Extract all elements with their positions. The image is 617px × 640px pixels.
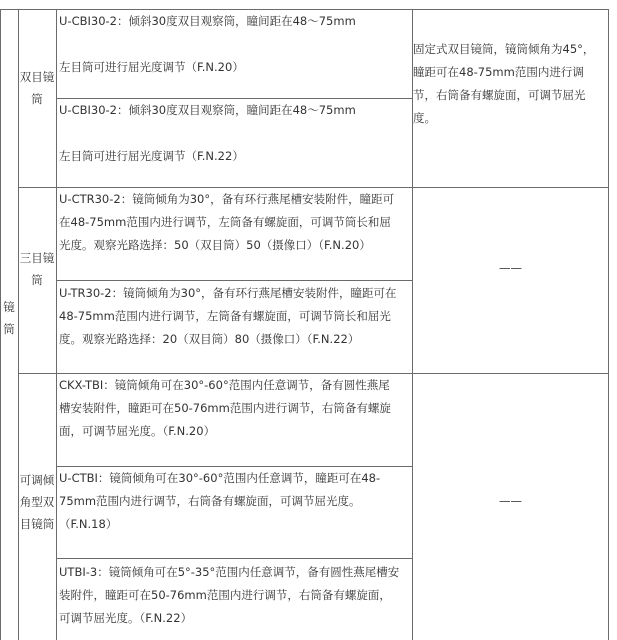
row-divider [56, 558, 412, 559]
table-border-right [608, 9, 609, 640]
column-divider [56, 9, 57, 640]
spec-item: U-CTBI：镜筒倾角可在30°-60°范围内任意调节，瞳距可在48- 75mm范围内进行调节，右筒备有螺旋面，可调节屈光度。 （F.N.18） [59, 471, 381, 531]
remark-cell: —— [499, 261, 522, 275]
section-category: 可调倾 角型双 目镜筒 [19, 473, 55, 531]
section-category: 双目镜 筒 [19, 70, 55, 106]
remark-cell: 固定式双目镜筒，镜筒倾角为45°， 瞳距可在48-75mm范围内进行调 节，右筒备有螺旋面，可调节屈光 度。 [413, 42, 595, 125]
spec-item: CKX-TBI：镜筒倾角可在30°-60°范围内任意调节，备有圆性燕尾 槽安装附件，瞳距可在50-76mm范围内进行调节，右筒备有螺旋 面，可调节屈光度。（F.N.20） [59, 378, 391, 438]
spec-item: U-CBI30-2：倾斜30度双目观察筒，瞳间距在48～75mm 左目筒可进行屈光度调节（F.N.22） [59, 103, 356, 163]
remark-cell: —— [499, 494, 522, 508]
spec-item: U-CBI30-2：倾斜30度双目观察筒，瞳间距在48～75mm 左目筒可进行屈光度调节（F.N.20） [59, 14, 356, 74]
spec-item: U-TR30-2：镜筒倾角为30°，备有环行燕尾槽安装附件，瞳距可在 48-75mm范围内进行调节，左筒备有螺旋面，可调节筒长和屈光 度。观察光路选择：20（双目筒）80（摄像口）（F.N.22） [59, 286, 397, 346]
spec-item: U-CTR30-2：镜筒倾角为30°，备有环行燕尾槽安装附件，瞳距可 在48-75mm范围内进行调节，左筒备有螺旋面，可调节筒长和屈 光度。观察光路选择：50（双目筒）50（摄像口）（F.N.20） [59, 192, 395, 252]
spec-item: UTBI-3：镜筒倾角可在5°-35°范围内任意调节，备有圆性燕尾槽安 装附件，瞳距可在50-76mm范围内进行调节，右筒备有螺旋面， 可调节屈光度。（F.N.22） [59, 565, 400, 625]
outer-label: 镜 筒 [3, 300, 15, 336]
row-divider [56, 280, 412, 281]
section-category: 三目镜 筒 [19, 251, 55, 287]
